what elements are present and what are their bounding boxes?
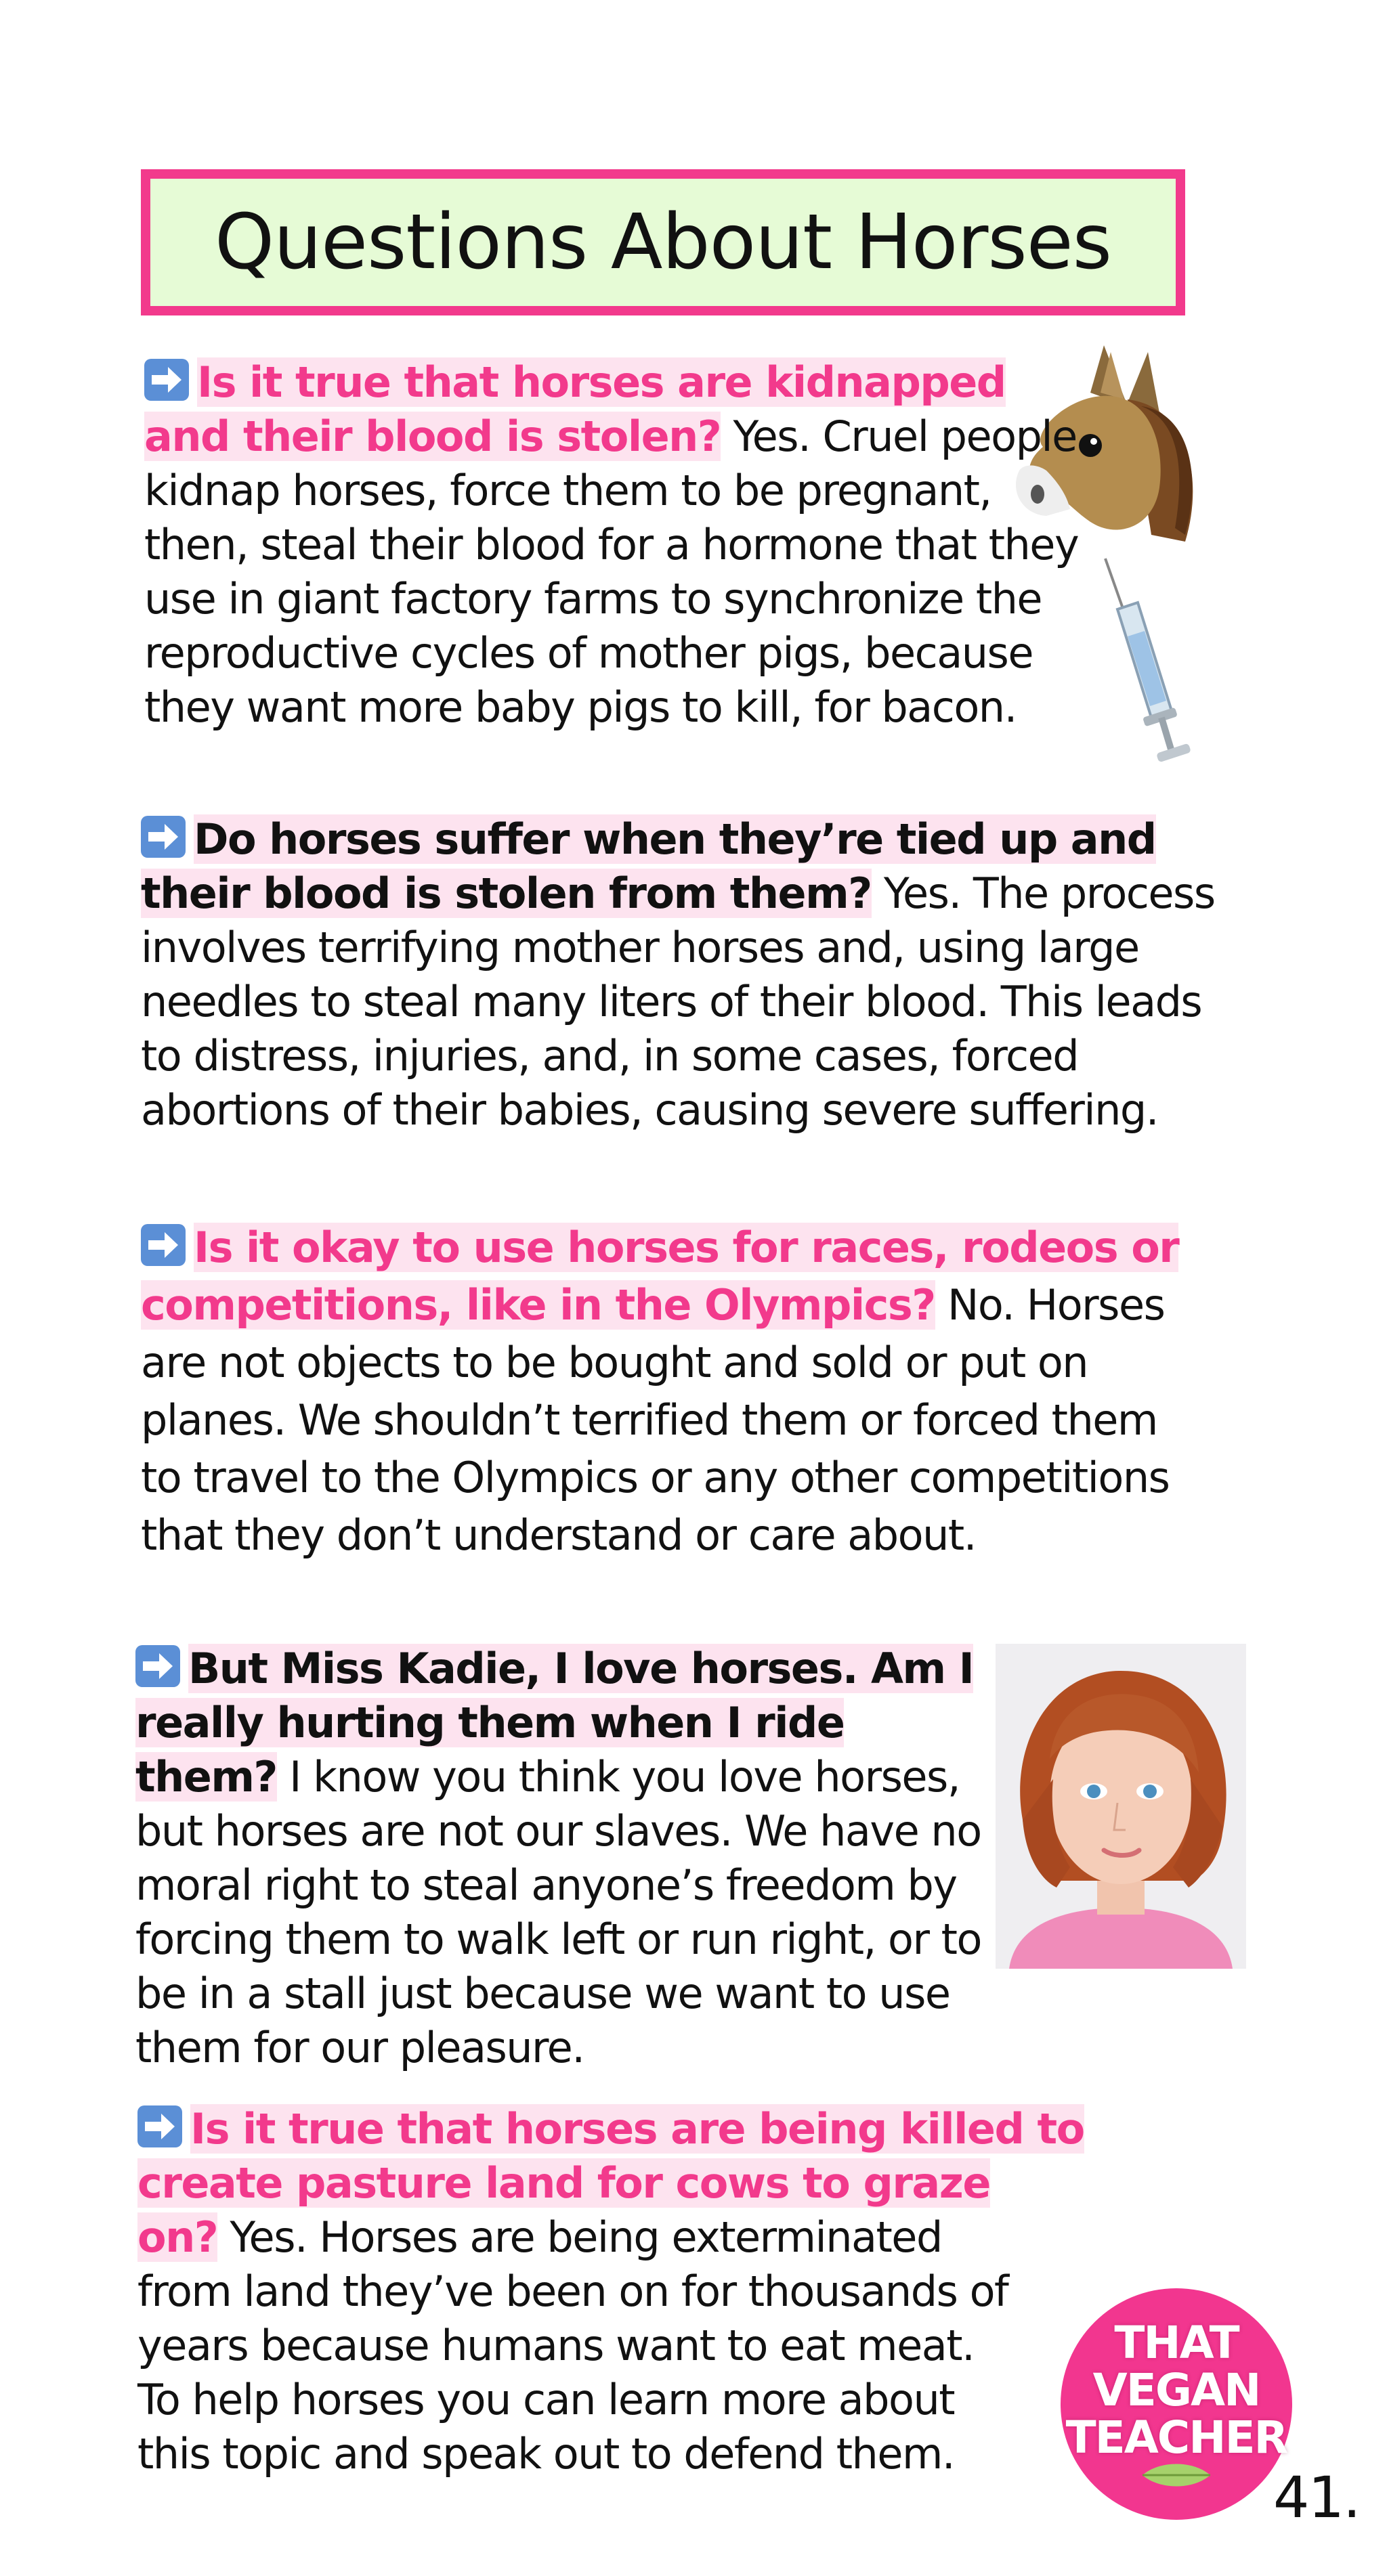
logo-line-1: THAT: [1114, 2317, 1239, 2369]
qa-section-3: [141, 1219, 1197, 1564]
question-3: Is it okay to use horses for races, rodeos or competitions, like in the Olympics?: [141, 1223, 1179, 1330]
qa-section-2: [141, 812, 1238, 1137]
question-2: Do horses suffer when they’re tied up and their blood is stolen from them?: [141, 814, 1156, 918]
logo-line-2: VEGAN: [1092, 2364, 1260, 2416]
title-box: [141, 169, 1185, 315]
arrow-right-icon: [144, 359, 189, 401]
qa-section-1: [144, 355, 1079, 735]
arrow-right-icon: [137, 2105, 182, 2147]
answer-5: Yes. Horses are being exterminated from land they’ve been on for thousands of years because humans want to eat meat. To help horses you can learn more about this topic and speak out to defend them.: [137, 2212, 1008, 2479]
page-title: Questions About Horses: [214, 198, 1112, 286]
page-number: 41.: [1273, 2464, 1360, 2531]
question-1: Is it true that horses are kidnapped and their blood is stolen?: [144, 357, 1006, 461]
arrow-right-icon: [141, 816, 186, 858]
leaf-icon: [1139, 2462, 1214, 2489]
answer-2: Yes. The process involves terrifying mother horses and, using large needles to steal many liters of their blood. This leads to distress, injuries, and, in some cases, forced abortions of their babies, causing severe suffering.: [141, 869, 1215, 1135]
answer-3: No. Horses are not objects to be bought and sold or put on planes. We shouldn’t terrified them or forced them to travel to the Olympics or any other competitions that they don’t understand or care about.: [141, 1280, 1170, 1560]
question-5: Is it true that horses are being killed to create pasture land for cows to graze on?: [137, 2104, 1084, 2262]
portrait-image: [996, 1644, 1246, 1969]
that-vegan-teacher-logo: [1061, 2288, 1292, 2520]
logo-line-3: TEACHER: [1065, 2411, 1287, 2464]
qa-section-5: [137, 2102, 1194, 2481]
arrow-right-icon: [135, 1645, 180, 1687]
arrow-right-icon: [141, 1224, 186, 1266]
answer-1: Yes. Cruel people kidnap horses, force them to be pregnant, then, steal their blood for a hormone that they use in giant factory farms to synchronize the reproductive cycles of mother pigs, because they want more baby pigs to kill, for bacon.: [144, 412, 1079, 732]
syringe-icon: [1090, 555, 1192, 772]
question-4: But Miss Kadie, I love horses. Am I really hurting them when I ride them?: [135, 1644, 974, 1802]
answer-4: I know you think you love horses, but horses are not our slaves. We have no moral right to steal anyone’s freedom by forcing them to walk left or run right, or to be in a stall just because we want to use them for our pleasure.: [135, 1752, 981, 2072]
